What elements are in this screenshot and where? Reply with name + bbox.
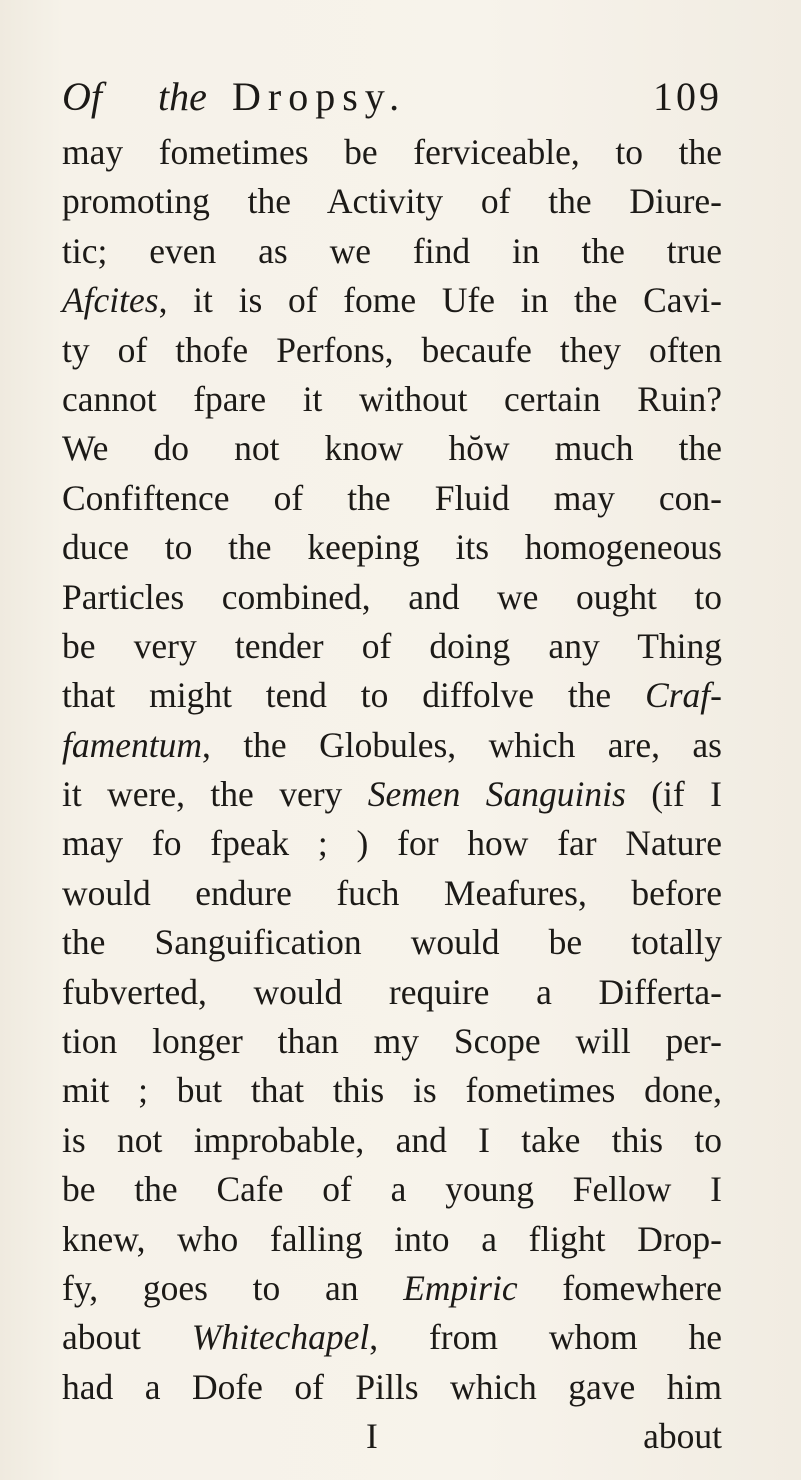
- text-line: [62, 1165, 722, 1214]
- italic-text: Whitechapel: [191, 1317, 370, 1358]
- text-line: [62, 523, 722, 572]
- text-segment: the Sanguification would be totally: [62, 922, 722, 963]
- text-segment: , the Globules, which are, as: [202, 724, 722, 765]
- catchword: about: [643, 1416, 722, 1457]
- text-segment: would endure fuch Meafures, before: [62, 872, 722, 913]
- text-line: [62, 721, 722, 770]
- text-line: [62, 1066, 722, 1115]
- text-segment: promoting the Activity of the Diure-: [62, 181, 722, 222]
- text-segment: fy, goes to an: [62, 1267, 404, 1308]
- running-head-of: Of: [62, 74, 102, 119]
- text-segment: tic; even as we find in the true: [62, 230, 722, 271]
- text-segment: mit ; but that this is fometimes done,: [62, 1070, 722, 1111]
- text-line: [62, 671, 722, 720]
- text-segment: fomewhere: [517, 1267, 722, 1308]
- text-segment: be the Cafe of a young Fellow I: [62, 1169, 722, 1210]
- text-line: [62, 1017, 722, 1066]
- text-segment: Particles combined, and we ought to: [62, 576, 722, 617]
- text-segment: , from whom he: [369, 1317, 723, 1358]
- text-line: [62, 375, 722, 424]
- text-line: [62, 276, 722, 325]
- text-line: [62, 128, 722, 177]
- text-line: [62, 1363, 722, 1412]
- text-segment: tion longer than my Scope will per-: [62, 1021, 722, 1062]
- text-segment: that might tend to diffolve the: [62, 675, 646, 716]
- text-line: [62, 1313, 722, 1362]
- text-segment: Confiftence of the Fluid may con-: [62, 477, 722, 518]
- italic-text: Afcites: [62, 280, 159, 321]
- italic-text: Semen Sanguinis: [367, 774, 626, 815]
- text-line: [62, 819, 722, 868]
- signature-mark: I: [366, 1416, 378, 1457]
- text-segment: , it is of fome Ufe in the Cavi-: [158, 280, 722, 321]
- text-line: [62, 474, 722, 523]
- text-segment: may fo fpeak ; ) for how far Nature: [62, 823, 722, 864]
- text-line: [62, 573, 722, 622]
- text-line: [62, 869, 722, 918]
- text-line: [62, 424, 722, 473]
- text-segment: duce to the keeping its homogeneous: [62, 527, 722, 568]
- text-segment: We do not know hŏw much the: [62, 428, 722, 469]
- text-line: [62, 1215, 722, 1264]
- running-head-the: the: [158, 74, 207, 119]
- text-segment: had a Dofe of Pills which gave him: [62, 1366, 722, 1407]
- text-segment: is not improbable, and I take this to: [62, 1119, 722, 1160]
- running-head: [62, 62, 722, 132]
- text-segment: ty of thofe Perfons, becaufe they often: [62, 329, 722, 370]
- text-segment: be very tender of doing any Thing: [62, 625, 722, 666]
- text-segment: knew, who falling into a flight Drop-: [62, 1218, 722, 1259]
- text-line: [62, 622, 722, 671]
- italic-text: Empiric: [403, 1267, 518, 1308]
- text-line: [62, 770, 722, 819]
- text-line: [62, 968, 722, 1017]
- text-segment: it were, the very: [62, 774, 368, 815]
- text-segment: cannot fpare it without certain Ruin?: [62, 378, 722, 419]
- italic-text: famentum: [62, 724, 203, 765]
- text-line: [62, 177, 722, 226]
- page-footer: [62, 1412, 722, 1461]
- text-line: [62, 918, 722, 967]
- text-segment: about: [62, 1317, 192, 1358]
- running-head-title: Dropsy.: [232, 74, 407, 119]
- text-segment: may fometimes be ferviceable, to the: [62, 132, 722, 172]
- text-line: [62, 227, 722, 276]
- text-line: [62, 1116, 722, 1165]
- text-line: [62, 1264, 722, 1313]
- text-line: [62, 326, 722, 375]
- page-number: 109: [653, 74, 722, 119]
- text-segment: (if I: [625, 774, 722, 815]
- body-text: [62, 128, 722, 1462]
- italic-text: Craf-: [645, 675, 722, 716]
- text-segment: fubverted, would require a Differta-: [62, 971, 722, 1012]
